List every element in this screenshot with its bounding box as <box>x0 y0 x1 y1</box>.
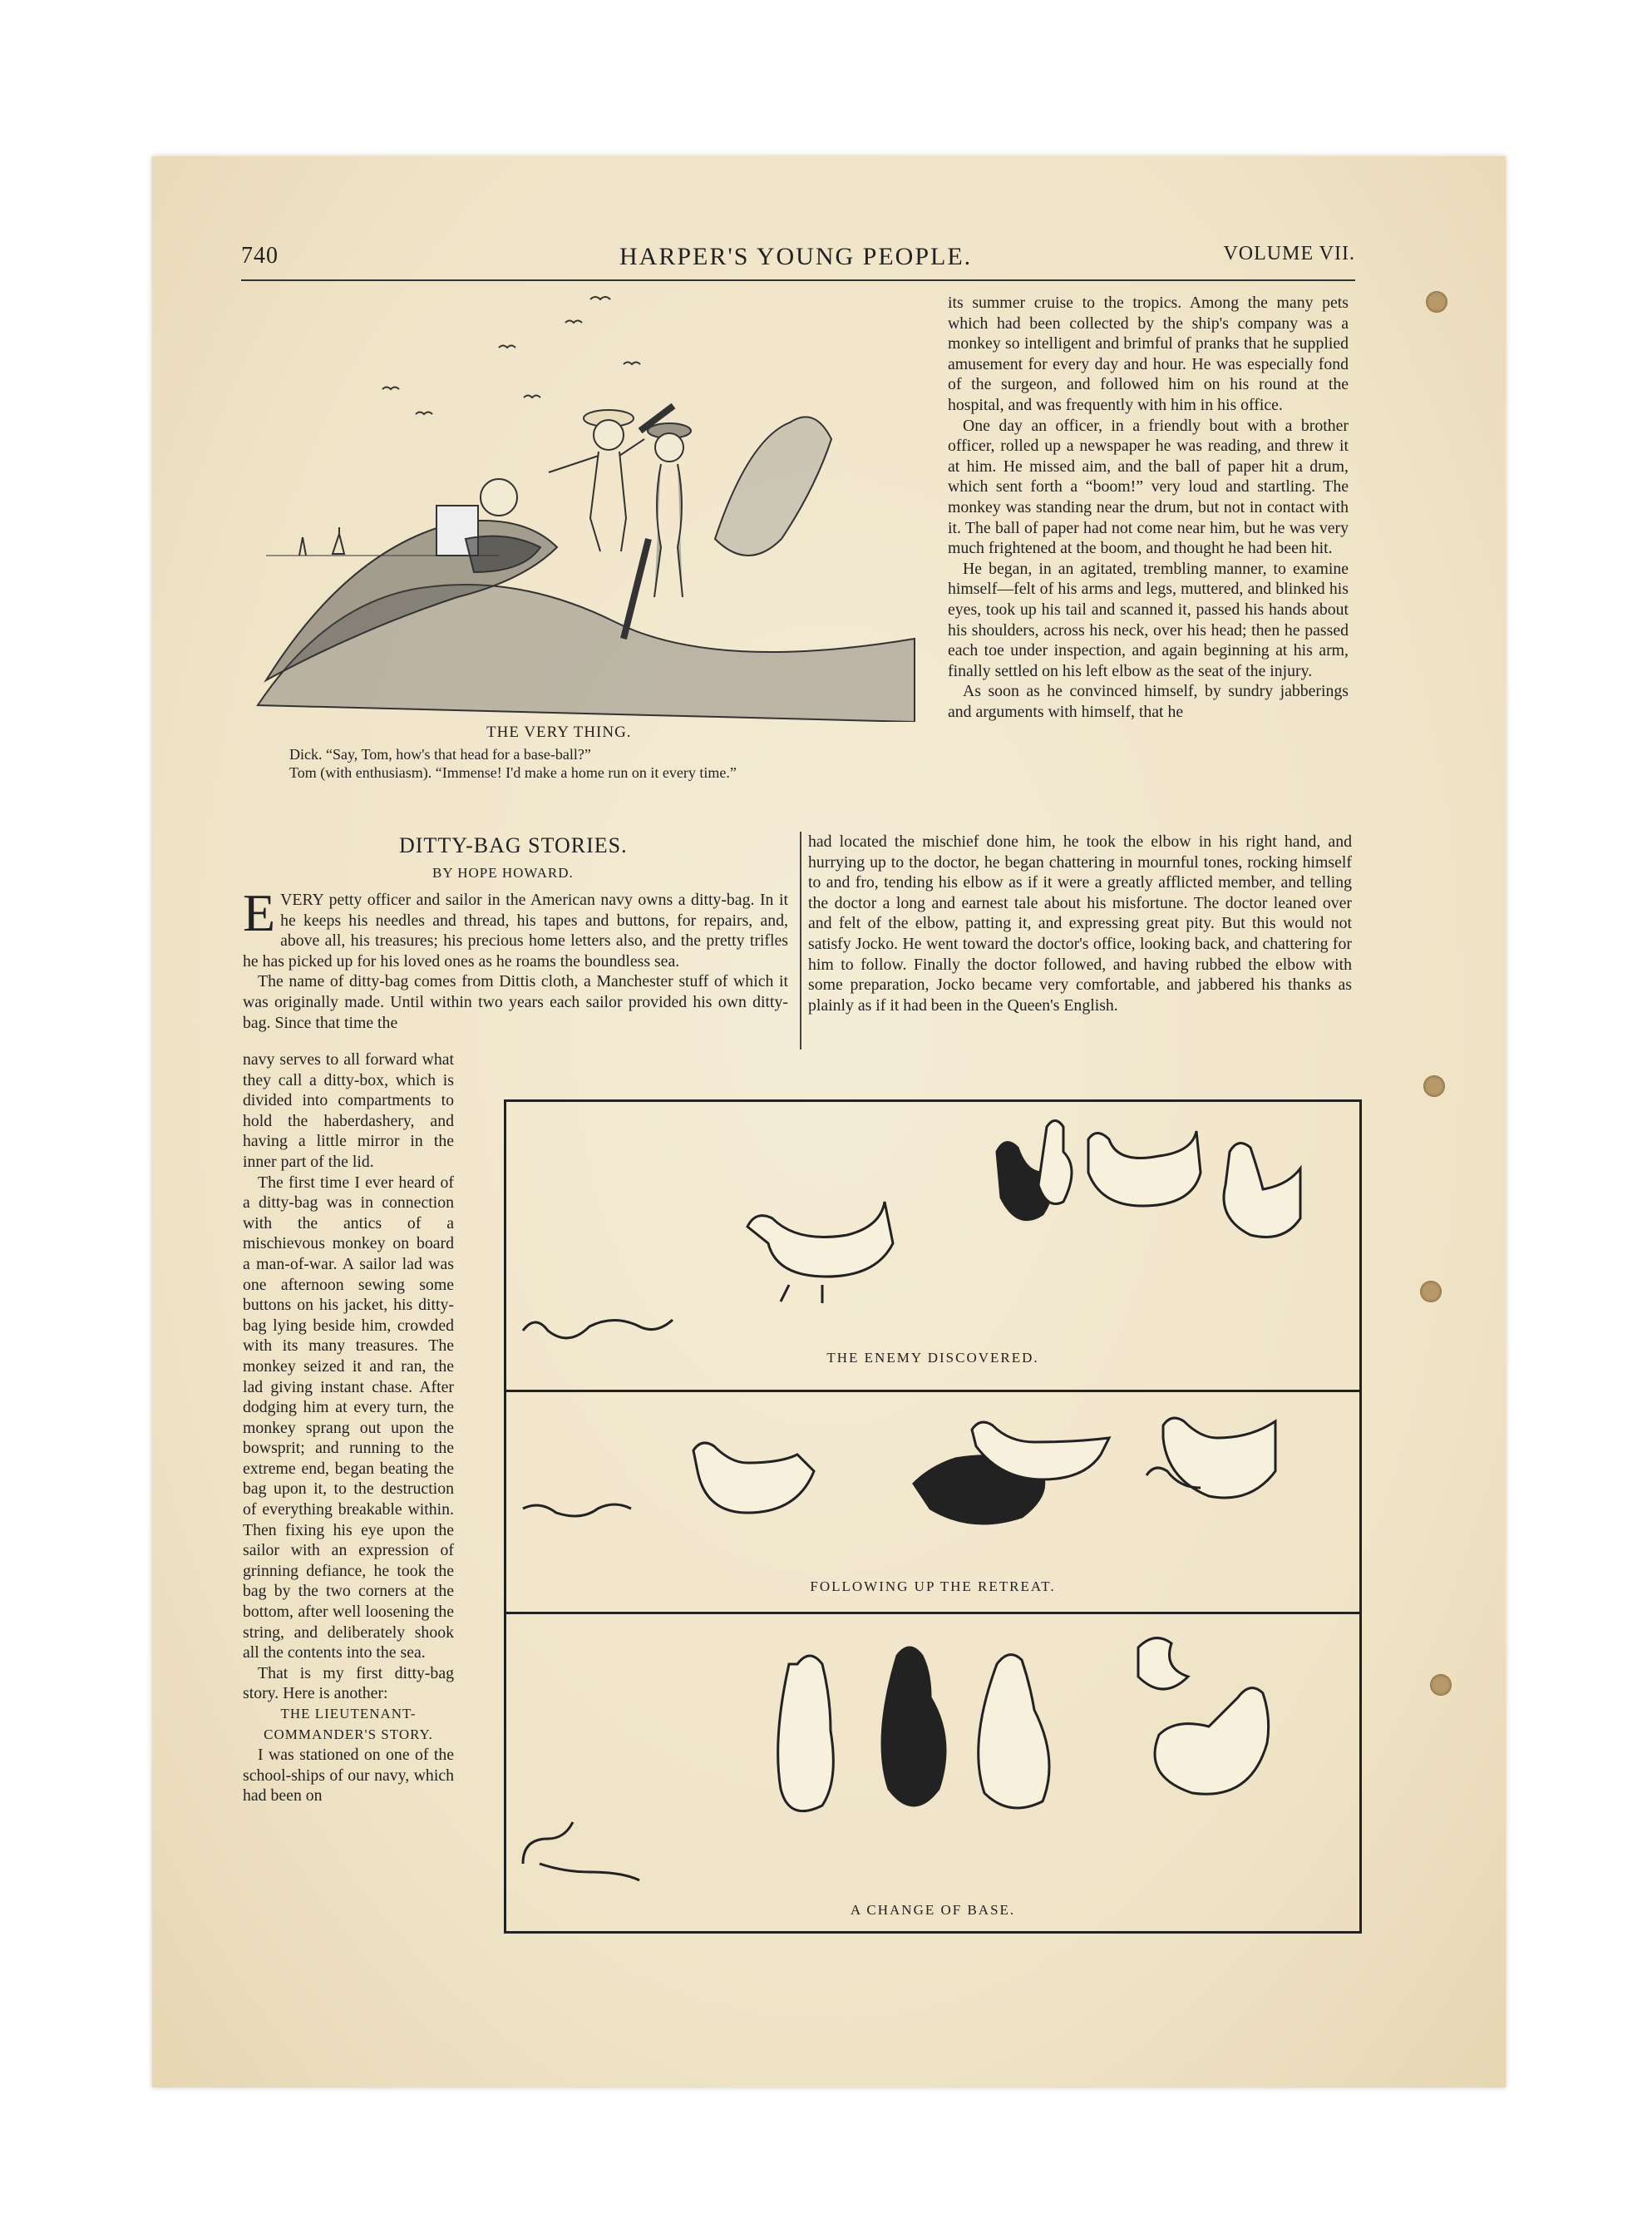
volume-label: VOLUME VII. <box>1223 243 1355 264</box>
paragraph: The first time I ever heard of a ditty-bag was in connection with the antics of a mischievous monkey on board a man-of-war. A sailor lad was one afternoon sewing some buttons on his jacket, his ditty-bag lying beside him, crowded with its many treasures. The monkey seized it and ran, the lad giving instant chase. After dodging him at every turn, the monkey sprang out upon the bowsprit; and running to the extreme end, began beating the bag upon it, to the destruction of everything breakable within. Then fixing his eye upon the sailor with an expression of grinning defiance, he took the bag by the two corners at the bottom, after well loosening the string, and deliberately shook all the contents into the sea. <box>243 1173 454 1662</box>
page-header <box>241 243 1355 276</box>
panel-caption: THE ENEMY DISCOVERED. <box>826 1350 1039 1366</box>
page-number: 740 <box>241 243 279 269</box>
binding-hole <box>1420 1281 1442 1302</box>
intro-text <box>243 883 788 1033</box>
subhead: THE LIEUTENANT-COMMANDER'S STORY. <box>264 1706 433 1742</box>
paragraph: He began, in an agitated, trembling manner, to examine himself—felt of his arms and legs, muttered, and blinked his eyes, took up his tail and scanned it, passed his hands about his shoulders, across his neck, over his head; then he passed each toe under inspection, and again beginning at his arm, finally settled on his left elbow as the seat of the injury. <box>948 559 1349 680</box>
very-thing-illustration <box>249 289 939 722</box>
illustration-title: THE VERY THING. <box>486 724 632 741</box>
masthead: HARPER'S YOUNG PEOPLE. <box>619 243 973 270</box>
binding-hole <box>1430 1674 1452 1696</box>
paragraph: had located the mischief done him, he took the elbow in his right hand, and hurrying up to the doctor, he began chattering in mournful tones, rocking himself to and fro, tending his elbow as if it were a greatly afflicted member, and telling the doctor a long and earnest tale about his misfortune. The doctor leaned over and felt of the elbow, patting it, and expressing great pity. But this would not satisfy Jocko. He went toward the doctor's office, looking back, and chattering for him to follow. Finally the doctor followed, and having rubbed the elbow with some preparation, Jocko became very comfortable, and jabbered his thanks as plainly as if it had been in the Queen's English. <box>808 832 1352 1015</box>
paragraph: its summer cruise to the tropics. Among the many pets which had been collected by the ship's company was a monkey so intelligent and brimful of pranks that he supplied amusement for every day and hour. He was especially fond of the surgeon, and followed him on his round at the hospital, and was frequently with him in his office. <box>948 294 1349 414</box>
illustration-caption-2: Tom (with enthusiasm). “Immense! I'd make a home run on it every time.” <box>289 764 737 781</box>
right-column-text <box>948 293 1349 722</box>
panel-caption: A CHANGE OF BASE. <box>850 1902 1016 1918</box>
duck-drawing <box>506 1102 1359 1368</box>
paragraph: One day an officer, in a friendly bout with a brother officer, rolled up a newspaper he was reading, and threw it at him. He missed aim, and the ball of paper hit a drum, which sent forth a “boom!” very loud and startling. The monkey was standing near the drum, but not in contact with it. The ball of paper had not come near him, but he was very much frightened at the boom, and thought he had been hit. <box>948 416 1349 558</box>
duck-drawing <box>506 1392 1359 1592</box>
paragraph: navy serves to all forward what they call a ditty-box, which is divided into compartments to hold the haberdashery, and having a little mirror in the inner part of the lid. <box>243 1050 454 1171</box>
right-column-text-lower <box>808 832 1352 1015</box>
paragraph: I was stationed on one of the school-ships of our navy, which had been on <box>243 1746 454 1805</box>
panel-change-of-base <box>506 1614 1359 1931</box>
narrow-column-text <box>243 1050 454 1806</box>
paragraph: That is my first ditty-bag story. Here is another: <box>243 1663 454 1703</box>
article-byline: BY HOPE HOWARD. <box>432 865 574 881</box>
paragraph: As soon as he convinced himself, by sundry jabberings and arguments with himself, that he <box>948 682 1349 721</box>
binding-hole <box>1426 291 1447 313</box>
paragraph: The name of ditty-bag comes from Dittis cloth, a Manchester stuff of which it was originally made. Until within two years each sailor provided his own ditty-bag. Since that time the <box>243 972 788 1032</box>
duck-cartoon-panels <box>504 1099 1362 1934</box>
binding-hole <box>1423 1075 1445 1097</box>
column-divider <box>800 832 801 1050</box>
illustration-caption-1: Dick. “Say, Tom, how's that head for a base-ball?” <box>289 746 591 763</box>
article-title: DITTY-BAG STORIES. <box>399 833 628 857</box>
header-rule <box>241 279 1355 281</box>
panel-enemy-discovered <box>506 1102 1359 1390</box>
duck-drawing <box>506 1614 1359 1905</box>
paragraph: VERY petty officer and sailor in the American navy owns a ditty-bag. In it he keeps his needles and thread, his tapes and buttons, for repairs, and, above all, his treasures; his precious home letters also, and the pretty trifles he has picked up for his loved ones as he roams the boundless sea. <box>243 891 788 971</box>
drop-cap: E <box>243 883 276 942</box>
panel-caption: FOLLOWING UP THE RETREAT. <box>810 1578 1056 1594</box>
panel-following-up <box>506 1392 1359 1612</box>
